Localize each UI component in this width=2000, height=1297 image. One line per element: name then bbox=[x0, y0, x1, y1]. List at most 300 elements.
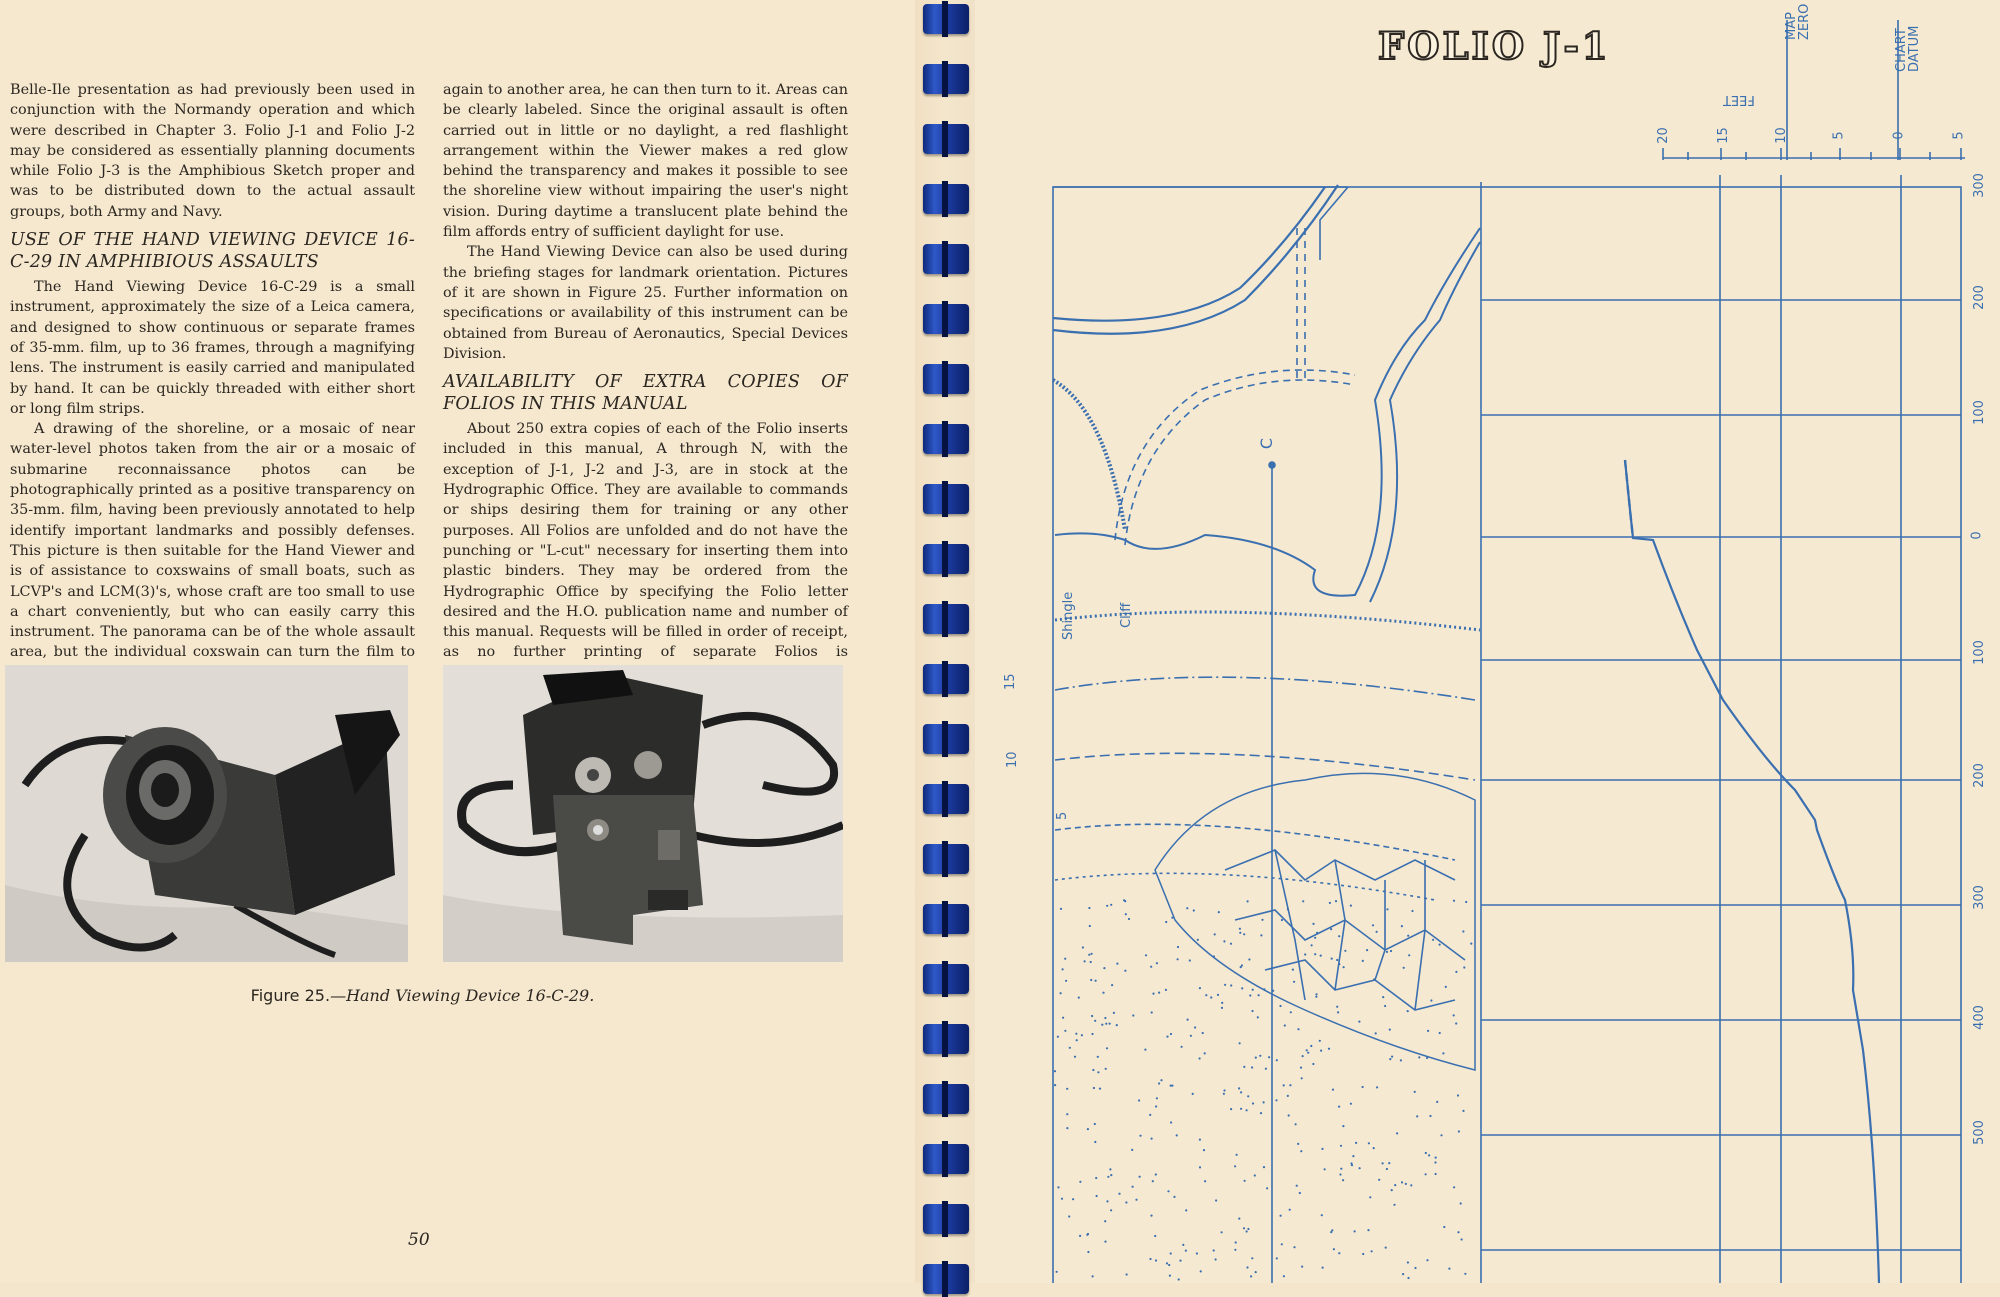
stipple-dot bbox=[1465, 901, 1467, 903]
stipple-dot bbox=[1193, 909, 1195, 911]
stipple-dot bbox=[1126, 1273, 1128, 1275]
stipple-dot bbox=[1210, 996, 1212, 998]
stipple-dot bbox=[1054, 1084, 1056, 1086]
stipple-dot bbox=[1396, 1132, 1398, 1134]
stipple-dot bbox=[1106, 1047, 1108, 1049]
stipple-dot bbox=[1362, 1253, 1364, 1255]
figure-title: Hand Viewing Device 16-C-29. bbox=[346, 986, 595, 1005]
stipple-dot bbox=[1301, 1266, 1303, 1268]
photo-viewer-closed bbox=[5, 665, 408, 962]
stipple-dot bbox=[1246, 1109, 1248, 1111]
stipple-dot bbox=[1315, 993, 1317, 995]
stipple-dot bbox=[1066, 1127, 1068, 1129]
stipple-dot bbox=[1255, 1271, 1257, 1273]
stipple-dot bbox=[1329, 902, 1331, 904]
stipple-dot bbox=[1230, 1108, 1232, 1110]
stipple-dot bbox=[1248, 958, 1250, 960]
stipple-dot bbox=[1230, 943, 1232, 945]
stipple-dot bbox=[1171, 917, 1173, 919]
stipple-dot bbox=[1251, 1066, 1253, 1068]
stipple-dot bbox=[1087, 1128, 1089, 1130]
stipple-dot bbox=[1094, 1141, 1096, 1143]
spiral-ring bbox=[923, 544, 969, 574]
spiral-ring bbox=[923, 784, 969, 814]
stipple-dot bbox=[1091, 1033, 1093, 1035]
stipple-dot bbox=[1076, 1039, 1078, 1041]
stipple-dot bbox=[1378, 1179, 1380, 1181]
depth-tick-5b: 5 bbox=[1951, 131, 1967, 140]
range-tick: 200 bbox=[1971, 763, 1987, 788]
stipple-dot bbox=[1151, 1138, 1153, 1140]
stipple-dot bbox=[1414, 1091, 1416, 1093]
stipple-dot bbox=[1166, 1262, 1168, 1264]
stipple-dot bbox=[1069, 1047, 1071, 1049]
stipple-dot bbox=[1408, 954, 1410, 956]
stipple-dot bbox=[1436, 1101, 1438, 1103]
stipple-dot bbox=[1223, 940, 1225, 942]
stipple-dot bbox=[1338, 1106, 1340, 1108]
spiral-ring bbox=[923, 604, 969, 634]
stipple-dot bbox=[1342, 1125, 1344, 1127]
section-heading: AVAILABILITY OF EXTRA COPIES OF FOLIOS IN THIS MANUAL bbox=[443, 372, 848, 415]
stipple-dot bbox=[1213, 955, 1215, 957]
stipple-dot bbox=[1263, 1166, 1265, 1168]
stipple-dot bbox=[1263, 1101, 1265, 1103]
stipple-dot bbox=[1109, 1168, 1111, 1170]
stipple-dot bbox=[1372, 924, 1374, 926]
stipple-dot bbox=[1243, 1066, 1245, 1068]
stipple-dot bbox=[1221, 1231, 1223, 1233]
stipple-dot bbox=[1414, 1267, 1416, 1269]
stipple-dot bbox=[1394, 1184, 1396, 1186]
stipple-dot bbox=[1056, 1271, 1058, 1273]
stipple-dot bbox=[1199, 1139, 1201, 1141]
stipple-dot bbox=[1320, 955, 1322, 957]
section-heading: USE OF THE HAND VIEWING DEVICE 16-C-29 IN AMPHIBIOUS ASSAULTS bbox=[10, 230, 415, 273]
stipple-dot bbox=[1155, 1259, 1157, 1261]
stipple-dot bbox=[1261, 919, 1263, 921]
paragraph: Belle-Ile presentation as had previously been used in conjunction with the Normandy operation and which were described in Chapter 3. Folio J-1 and Folio J-2 may be considered as essentially planning documents while Folio J-3 is the Amphibious Sketch proper and was to be distributed down to the actual assault groups, both Army and Navy. bbox=[10, 82, 415, 220]
stipple-dot bbox=[1368, 1142, 1370, 1144]
stipple-dot bbox=[1203, 1149, 1205, 1151]
stipple-dot bbox=[1152, 993, 1154, 995]
spiral-ring bbox=[923, 484, 969, 514]
amphibious-sketch-map bbox=[975, 0, 2000, 1283]
stipple-dot bbox=[1333, 1248, 1335, 1250]
stipple-dot bbox=[1109, 1023, 1111, 1025]
stipple-dot bbox=[1247, 1228, 1249, 1230]
stipple-dot bbox=[1263, 988, 1265, 990]
stipple-dot bbox=[1462, 930, 1464, 932]
stipple-dot bbox=[1306, 1049, 1308, 1051]
stipple-dot bbox=[1158, 992, 1160, 994]
stipple-dot bbox=[1405, 1183, 1407, 1185]
range-tick: 300 bbox=[1971, 173, 1987, 198]
stipple-dot bbox=[1280, 1215, 1282, 1217]
stipple-dot bbox=[1249, 994, 1251, 996]
stipple-dot bbox=[1382, 1162, 1384, 1164]
stipple-dot bbox=[1440, 1134, 1442, 1136]
stipple-dot bbox=[1367, 1229, 1369, 1231]
stipple-dot bbox=[1355, 1142, 1357, 1144]
stipple-dot bbox=[1354, 1230, 1356, 1232]
stipple-dot bbox=[1376, 1086, 1378, 1088]
left-page bbox=[0, 0, 925, 1283]
stipple-dot bbox=[1276, 1059, 1278, 1061]
stipple-dot bbox=[1255, 1057, 1257, 1059]
stipple-dot bbox=[1199, 1057, 1201, 1059]
depth-tick-15: 15 bbox=[1715, 127, 1731, 144]
stipple-dot bbox=[1192, 1093, 1194, 1095]
stipple-dot bbox=[1455, 1022, 1457, 1024]
stipple-dot bbox=[1239, 928, 1241, 930]
stipple-dot bbox=[1118, 1193, 1120, 1195]
stipple-dot bbox=[1254, 1174, 1256, 1176]
stipple-dot bbox=[1322, 1267, 1324, 1269]
stipple-dot bbox=[1289, 1209, 1291, 1211]
stipple-dot bbox=[1425, 1173, 1427, 1175]
map-zero-label: MAP ZERO bbox=[1784, 3, 1812, 40]
spiral-ring bbox=[923, 1084, 969, 1114]
stipple-dot bbox=[1426, 1259, 1428, 1261]
stipple-dot bbox=[1301, 1077, 1303, 1079]
stipple-dot bbox=[1461, 1238, 1463, 1240]
stipple-dot bbox=[1281, 919, 1283, 921]
stipple-dot bbox=[1178, 1278, 1180, 1280]
stipple-dot bbox=[1259, 1055, 1261, 1057]
photo-viewer-open bbox=[443, 665, 843, 962]
stipple-dot bbox=[1247, 1095, 1249, 1097]
stipple-dot bbox=[1215, 1258, 1217, 1260]
stipple-dot bbox=[1093, 1087, 1095, 1089]
stipple-dot bbox=[1276, 1257, 1278, 1259]
right-page bbox=[975, 0, 2000, 1283]
stipple-dot bbox=[1340, 1168, 1342, 1170]
stipple-dot bbox=[1155, 1173, 1157, 1175]
spiral-ring bbox=[923, 4, 969, 34]
stipple-dot bbox=[1095, 980, 1097, 982]
stipple-dot bbox=[1458, 1130, 1460, 1132]
stipple-dot bbox=[1260, 1112, 1262, 1114]
stipple-dot bbox=[1150, 1215, 1152, 1217]
stipple-dot bbox=[1300, 1067, 1302, 1069]
stipple-dot bbox=[1218, 911, 1220, 913]
stipple-dot bbox=[1373, 1147, 1375, 1149]
stipple-dot bbox=[1246, 1266, 1248, 1268]
stipple-dot bbox=[1302, 1055, 1304, 1057]
stipple-dot bbox=[1316, 932, 1318, 934]
stipple-dot bbox=[1393, 1204, 1395, 1206]
stipple-dot bbox=[1105, 1068, 1107, 1070]
stipple-dot bbox=[1330, 928, 1332, 930]
stipple-dot bbox=[1194, 1026, 1196, 1028]
stipple-dot bbox=[1425, 1152, 1427, 1154]
stipple-dot bbox=[1177, 958, 1179, 960]
spiral-ring bbox=[923, 64, 969, 94]
range-tick: 300 bbox=[1971, 885, 1987, 910]
stipple-dot bbox=[1340, 1145, 1342, 1147]
stipple-dot bbox=[1324, 1168, 1326, 1170]
stipple-dot bbox=[1430, 999, 1432, 1001]
stipple-dot bbox=[1235, 1241, 1237, 1243]
stipple-dot bbox=[1238, 1087, 1240, 1089]
stipple-dot bbox=[1272, 990, 1274, 992]
stipple-dot bbox=[1094, 1123, 1096, 1125]
stipple-dot bbox=[1152, 1180, 1154, 1182]
stipple-dot bbox=[1166, 1036, 1168, 1038]
paragraph: The Hand Viewing Device can also be used during the briefing stages for landmark orientation. Pictures of it are shown in Figure 25. Further information on specifications or availability of this instrument can be obtained from Bureau of Aeronautics, Special Devices Division. bbox=[443, 244, 848, 362]
stipple-dot bbox=[1075, 1033, 1077, 1035]
stipple-dot bbox=[1407, 1261, 1409, 1263]
stipple-dot bbox=[1062, 968, 1064, 970]
stipple-dot bbox=[1215, 1199, 1217, 1201]
stipple-dot bbox=[1369, 1196, 1371, 1198]
paragraph: The Hand Viewing Device 16-C-29 is a small instrument, approximately the size of a Leica camera, and designed to show continuous or separate frames of 35-mm. film, up to 36 frames, through a magnifying lens. The instrument is easily carried and manipulated by hand. It can be quickly threaded with either short or long film strips. bbox=[10, 279, 415, 417]
stipple-dot bbox=[1265, 1068, 1267, 1070]
stipple-dot bbox=[1151, 1011, 1153, 1013]
stipple-dot bbox=[1197, 939, 1199, 941]
stipple-dot bbox=[1241, 987, 1243, 989]
stipple-dot bbox=[1202, 1032, 1204, 1034]
stipple-dot bbox=[1385, 1247, 1387, 1249]
stipple-dot bbox=[1168, 1264, 1170, 1266]
stipple-dot bbox=[1246, 1230, 1248, 1232]
stipple-dot bbox=[1314, 953, 1316, 955]
stipple-dot bbox=[1315, 996, 1317, 998]
stipple-dot bbox=[1132, 1186, 1134, 1188]
stipple-dot bbox=[1177, 946, 1179, 948]
stipple-dot bbox=[1283, 1275, 1285, 1277]
spiral-ring bbox=[923, 1204, 969, 1234]
stipple-dot bbox=[1321, 1148, 1323, 1150]
paragraph: again to another area, he can then turn to it. Areas can be clearly labeled. Since the original assault is often carried out in little or no daylight, a red flashlight arrangement within the Viewer makes a red glow behind the transparency and makes it possible to see the shoreline view without impairing the user's night vision. During daytime a translucent plate behind the film affords entry of sufficient daylight for use. bbox=[443, 82, 848, 241]
stipple-dot bbox=[1088, 907, 1090, 909]
stipple-dot bbox=[1158, 1082, 1160, 1084]
stipple-dot bbox=[1445, 986, 1447, 988]
stipple-dot bbox=[1464, 1273, 1466, 1275]
c-line-label: C bbox=[1257, 437, 1277, 450]
stipple-dot bbox=[1190, 1035, 1192, 1037]
stipple-dot bbox=[1290, 1011, 1292, 1013]
text-column-2 bbox=[443, 80, 848, 683]
stipple-dot bbox=[1310, 1045, 1312, 1047]
stipple-dot bbox=[1144, 1049, 1146, 1051]
stipple-dot bbox=[1283, 1084, 1285, 1086]
stipple-dot bbox=[1243, 1227, 1245, 1229]
stipple-dot bbox=[1328, 1048, 1330, 1050]
stipple-dot bbox=[1442, 1052, 1444, 1054]
text-column-1 bbox=[10, 80, 415, 683]
contour-label-15: 15 bbox=[1003, 673, 1018, 690]
stipple-dot bbox=[1124, 970, 1126, 972]
stipple-dot bbox=[1311, 944, 1313, 946]
stipple-dot bbox=[1343, 966, 1345, 968]
stipple-dot bbox=[1196, 1252, 1198, 1254]
stipple-dot bbox=[1391, 1189, 1393, 1191]
stipple-dot bbox=[1384, 1005, 1386, 1007]
stipple-dot bbox=[1104, 1241, 1106, 1243]
page-number: 50 bbox=[408, 1230, 430, 1250]
spiral-ring bbox=[923, 724, 969, 754]
stipple-dot bbox=[1257, 1016, 1259, 1018]
spiral-ring bbox=[923, 1024, 969, 1054]
stipple-dot bbox=[1250, 1275, 1252, 1277]
stipple-dot bbox=[1138, 1099, 1140, 1101]
stipple-dot bbox=[1221, 1002, 1223, 1004]
stipple-dot bbox=[1154, 1235, 1156, 1237]
stipple-dot bbox=[1078, 997, 1080, 999]
stipple-dot bbox=[1292, 969, 1294, 971]
stipple-dot bbox=[1295, 1123, 1297, 1125]
stipple-dot bbox=[1189, 959, 1191, 961]
stipple-dot bbox=[1104, 1220, 1106, 1222]
stipple-dot bbox=[1289, 1084, 1291, 1086]
range-tick: 100 bbox=[1971, 400, 1987, 425]
stipple-dot bbox=[1293, 981, 1295, 983]
stipple-dot bbox=[1268, 1056, 1270, 1058]
stipple-dot bbox=[1455, 971, 1457, 973]
stipple-dot bbox=[1338, 935, 1340, 937]
stipple-dot bbox=[1297, 1143, 1299, 1145]
stipple-dot bbox=[1149, 1114, 1151, 1116]
stipple-dot bbox=[1287, 908, 1289, 910]
stipple-dot bbox=[1167, 1190, 1169, 1192]
stipple-dot bbox=[1350, 1103, 1352, 1105]
stipple-dot bbox=[1217, 994, 1219, 996]
stipple-dot bbox=[1314, 937, 1316, 939]
stipple-dot bbox=[1386, 908, 1388, 910]
stipple-dot bbox=[1125, 913, 1127, 915]
stipple-dot bbox=[1135, 1199, 1137, 1201]
stipple-dot bbox=[1106, 905, 1108, 907]
stipple-dot bbox=[1258, 994, 1260, 996]
stipple-dot bbox=[1104, 1017, 1106, 1019]
stipple-dot bbox=[1185, 1209, 1187, 1211]
stipple-dot bbox=[1091, 1015, 1093, 1017]
stipple-dot bbox=[1089, 925, 1091, 927]
stipple-dot bbox=[1443, 1226, 1445, 1228]
stipple-dot bbox=[1462, 1110, 1464, 1112]
stipple-dot bbox=[1101, 1024, 1103, 1026]
stipple-dot bbox=[1453, 900, 1455, 902]
stipple-dot bbox=[1111, 984, 1113, 986]
stipple-dot bbox=[1128, 918, 1130, 920]
stipple-dot bbox=[1281, 1243, 1283, 1245]
stipple-dot bbox=[1068, 1215, 1070, 1217]
spiral-ring bbox=[923, 1144, 969, 1174]
stipple-dot bbox=[1336, 959, 1338, 961]
stipple-dot bbox=[1223, 1093, 1225, 1095]
stipple-dot bbox=[1092, 1069, 1094, 1071]
stipple-dot bbox=[1457, 1094, 1459, 1096]
stipple-dot bbox=[1407, 935, 1409, 937]
stipple-dot bbox=[1165, 921, 1167, 923]
figure-dash: — bbox=[330, 986, 347, 1005]
stipple-dot bbox=[1240, 1108, 1242, 1110]
stipple-dot bbox=[1293, 1246, 1295, 1248]
stipple-dot bbox=[1358, 1021, 1360, 1023]
stipple-dot bbox=[1463, 966, 1465, 968]
range-tick: 100 bbox=[1971, 640, 1987, 665]
stipple-dot bbox=[1439, 1032, 1441, 1034]
stipple-dot bbox=[1435, 1157, 1437, 1159]
stipple-dot bbox=[1090, 979, 1092, 981]
stipple-dot bbox=[1156, 962, 1158, 964]
stipple-dot bbox=[1204, 1052, 1206, 1054]
spiral-ring bbox=[923, 844, 969, 874]
stipple-dot bbox=[1339, 1173, 1341, 1175]
stipple-dot bbox=[1156, 1097, 1158, 1099]
stipple-dot bbox=[1410, 1184, 1412, 1186]
stipple-dot bbox=[1375, 1032, 1377, 1034]
feet-label: FEET bbox=[1723, 92, 1755, 107]
stipple-dot bbox=[1066, 1088, 1068, 1090]
stipple-dot bbox=[1139, 1176, 1141, 1178]
stipple-dot bbox=[1411, 910, 1413, 912]
stipple-dot bbox=[1287, 1095, 1289, 1097]
stipple-dot bbox=[1418, 1056, 1420, 1058]
spiral-ring bbox=[923, 904, 969, 934]
stipple-dot bbox=[1460, 1202, 1462, 1204]
stipple-dot bbox=[1302, 900, 1304, 902]
stipple-dot bbox=[1312, 923, 1314, 925]
stipple-dot bbox=[1240, 966, 1242, 968]
stipple-dot bbox=[1088, 954, 1090, 956]
stipple-dot bbox=[1266, 1187, 1268, 1189]
stipple-dot bbox=[1234, 1249, 1236, 1251]
stipple-dot bbox=[1185, 1250, 1187, 1252]
spiral-ring bbox=[923, 964, 969, 994]
stipple-dot bbox=[1074, 1056, 1076, 1058]
stipple-dot bbox=[1054, 1070, 1056, 1072]
stipple-dot bbox=[1176, 1134, 1178, 1136]
stipple-dot bbox=[1260, 934, 1262, 936]
stipple-dot bbox=[1116, 1024, 1118, 1026]
cliff-label: Cliff bbox=[1119, 602, 1134, 628]
spiral-ring bbox=[923, 1264, 969, 1294]
stipple-dot bbox=[1362, 960, 1364, 962]
stipple-dot bbox=[1288, 1114, 1290, 1116]
stipple-dot bbox=[1234, 1165, 1236, 1167]
stipple-dot bbox=[1170, 1085, 1172, 1087]
stipple-dot bbox=[1335, 900, 1337, 902]
stipple-dot bbox=[1416, 1115, 1418, 1117]
contour-label-5: 5 bbox=[1055, 811, 1070, 820]
spiral-ring bbox=[923, 304, 969, 334]
stipple-dot bbox=[1092, 1275, 1094, 1277]
stipple-dot bbox=[1199, 987, 1201, 989]
stipple-dot bbox=[1139, 1135, 1141, 1137]
stipple-dot bbox=[1296, 1185, 1298, 1187]
stipple-dot bbox=[1064, 1030, 1066, 1032]
depth-tick-10: 10 bbox=[1773, 127, 1789, 144]
stipple-dot bbox=[1181, 1046, 1183, 1048]
stipple-dot bbox=[1106, 1200, 1108, 1202]
stipple-dot bbox=[1145, 954, 1147, 956]
depth-tick-0: 0 bbox=[1891, 131, 1907, 140]
stipple-dot bbox=[1057, 1036, 1059, 1038]
stipple-dot bbox=[1391, 1056, 1393, 1058]
stipple-dot bbox=[1407, 1010, 1409, 1012]
paragraph: About 250 extra copies of each of the Folio inserts included in this manual, A through N, with the exception of J-1, J-2 and J-3, are in stock at the Hydrographic Office. They are available to commands or ships desiring them for training or any other purposes. All Folios are unfolded and do not have the punching or "L-cut" necessary for inserting them into plastic binders. They may be ordered from the Hydrographic Office by specifying the Folio letter desired and the H.O. publication name and number of this manual. Requests will be filled in order of receipt, as no further printing of separate Folios is bbox=[443, 421, 848, 661]
stipple-dot bbox=[1439, 944, 1441, 946]
stipple-dot bbox=[1428, 1154, 1430, 1156]
stipple-dot bbox=[1252, 1102, 1254, 1104]
stipple-dot bbox=[1386, 1168, 1388, 1170]
stipple-dot bbox=[1400, 1059, 1402, 1061]
stipple-dot bbox=[1321, 1214, 1323, 1216]
shingle-label: Shingle bbox=[1061, 591, 1076, 640]
